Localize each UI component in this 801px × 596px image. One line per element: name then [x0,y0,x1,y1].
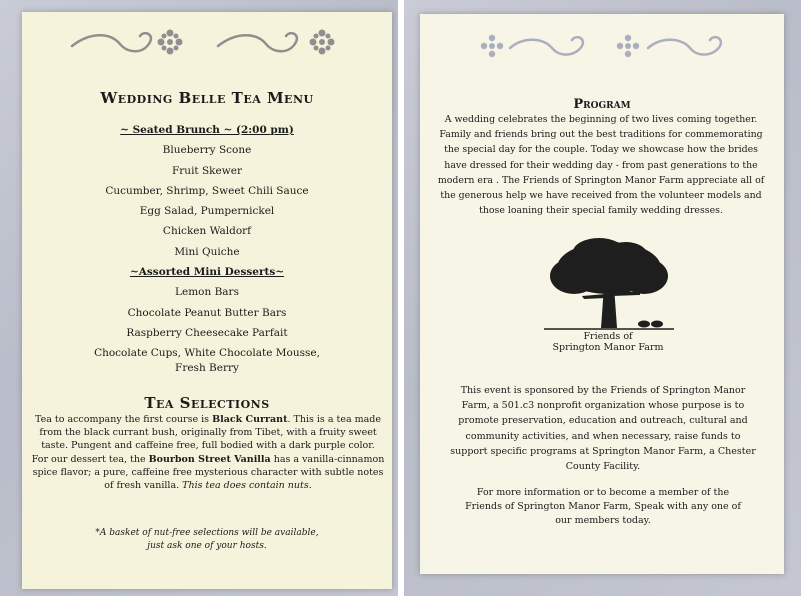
dessert-item: Chocolate Peanut Butter Bars [127,306,287,319]
logo-line: Springton Manor Farm [552,342,664,353]
brunch-heading: ~ Seated Brunch ~ (2:00 pm) [120,124,294,136]
friends-logo-text [538,331,678,353]
menu-item: Blueberry Scone [162,144,252,157]
tea-text: Tea to accompany the first course is [34,414,213,425]
tea-paragraph-1 [30,413,386,453]
note-line: just ask one of your hosts. [147,541,267,551]
menu-item: Egg Salad, Pumpernickel [139,205,275,218]
dessert-item-multiline [22,343,392,376]
dessert-line: Chocolate Cups, White Chocolate Mousse, [94,347,320,360]
nut-free-note [22,527,392,553]
dessert-line: Fresh Berry [175,362,239,375]
menu-item: Chicken Waldorf [162,225,252,238]
tea-paragraph-2 [30,453,386,493]
menu-item: Fruit Skewer [172,164,242,177]
tea-text: For our dessert tea, the [31,453,149,465]
flourish-ornament-icon [478,28,740,64]
program-text: A wedding celebrates the beginning of two lives coming together. Family and friends bring out the best traditions for commemorating the special day for the couple. Today we showcase how the brides have dressed for their wedding day - from past generations to the modern era . The Friends of Springton Manor Farm appreciate all of the generous help we have received from the volunteer models and those loaning their special family wedding dresses. [437,114,765,217]
tea-menu-card [22,12,392,589]
dessert-item: Lemon Bars [175,286,239,299]
program-photo [404,0,801,596]
tea-description [30,413,386,492]
dessert-item: Raspberry Cheesecake Parfait [126,326,288,339]
tea-text: has a vanilla-cinnamon spice flavor; a pure, caffeine free mysterious character with subtle notes of fresh vanilla. [32,453,385,492]
tea-text: . This is a tea made from the black currant bush, originally from Tibet, with a fruity sweet taste. Pungent and caffeine free, full bodied with a dark purple color. [39,414,382,452]
flourish-ornament-icon [70,24,340,64]
menu-photo [0,0,398,596]
tea-selections-title: Tea Selections [144,394,270,412]
desserts-heading: ~Assorted Mini Desserts~ [129,266,285,279]
nut-warning: This tea does contain nuts. [182,480,312,492]
program-card [420,14,784,574]
note-line: *A basket of nut-free selections will be available, [95,528,319,538]
sponsor-text: This event is sponsored by the Friends of Springton Manor Farm, a 501.c3 nonprofit organization whose purpose is to promote preservation, education and outreach, cultural and community activities, and when necessary, raise funds to support specific programs at Springton Manor Farm, a Chester County Facility. [450,385,756,473]
tea-name-black-currant: Black Currant [212,414,288,425]
membership-text: For more information or to become a member of the Friends of Springton Manor Farm, Speak with any one of our members today. [465,487,741,526]
program-title: Program [573,97,631,112]
logo-line: Friends of [583,331,633,342]
menu-item: Cucumber, Shrimp, Sweet Chili Sauce [105,184,309,197]
menu-item: Mini Quiche [174,245,240,258]
tea-name-bourbon-vanilla: Bourbon Street Vanilla [148,453,271,465]
menu-list [22,120,392,376]
oak-tree-logo-icon [544,236,674,332]
menu-title: Wedding Belle Tea Menu [100,89,314,107]
